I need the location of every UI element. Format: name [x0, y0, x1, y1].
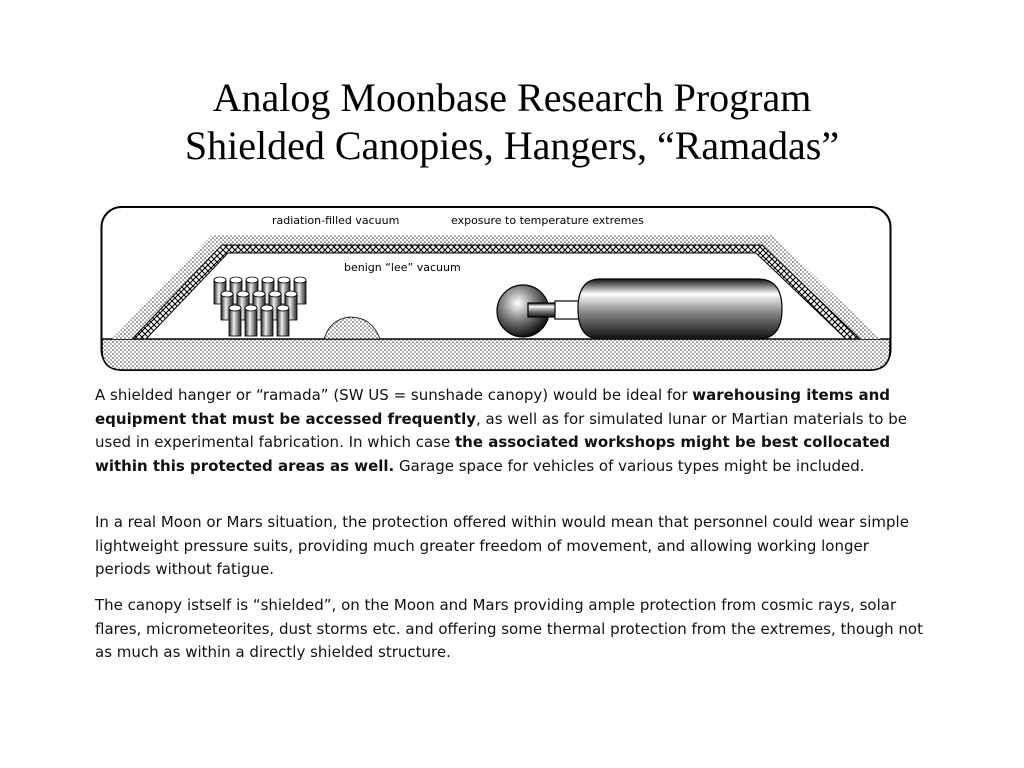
p1-bold-1: warehousing items and equipment that must be accessed frequently — [95, 386, 891, 428]
title-line-1: Analog Moonbase Research Program — [212, 75, 812, 120]
p1-text-1: A shielded hanger or “ramada” (SW US = sunshade canopy) would be ideal for — [95, 386, 693, 404]
paragraph-canopy-shielded: The canopy istself is “shielded”, on the Moon and Mars providing ample protection from cosmic rays, solar flares, micrometeorites, dust storms etc. and offering some thermal protection from the extremes, though not as much as within a directly shielded structure. — [95, 596, 923, 661]
slide-title — [0, 74, 1024, 170]
title-line-2: Shielded Canopies, Hangers, “Ramadas” — [184, 123, 840, 168]
p1-text-3: Garage space for vehicles of various types might be included. — [394, 456, 865, 475]
label-radiation-vacuum: radiation-filled vacuum — [272, 214, 400, 227]
canopy-diagram — [100, 205, 892, 373]
paragraph-moon-mars: In a real Moon or Mars situation, the protection offered within would mean that personnel could wear simple lightweight pressure suits, providing much greater freedom of movement, and allowing working longer periods without fatigue. — [95, 513, 909, 578]
p1-bold-2: the associated workshops might be best collocated within this protected areas as well. — [95, 433, 891, 475]
label-lee-vacuum: benign “lee” vacuum — [344, 261, 461, 274]
label-temperature-extremes: exposure to temperature extremes — [451, 214, 644, 227]
paragraph-hanger — [95, 384, 925, 478]
p1-text-2: , as well as for simulated lunar or Martian materials to be used in experimental fabrication. In which case — [95, 409, 907, 451]
